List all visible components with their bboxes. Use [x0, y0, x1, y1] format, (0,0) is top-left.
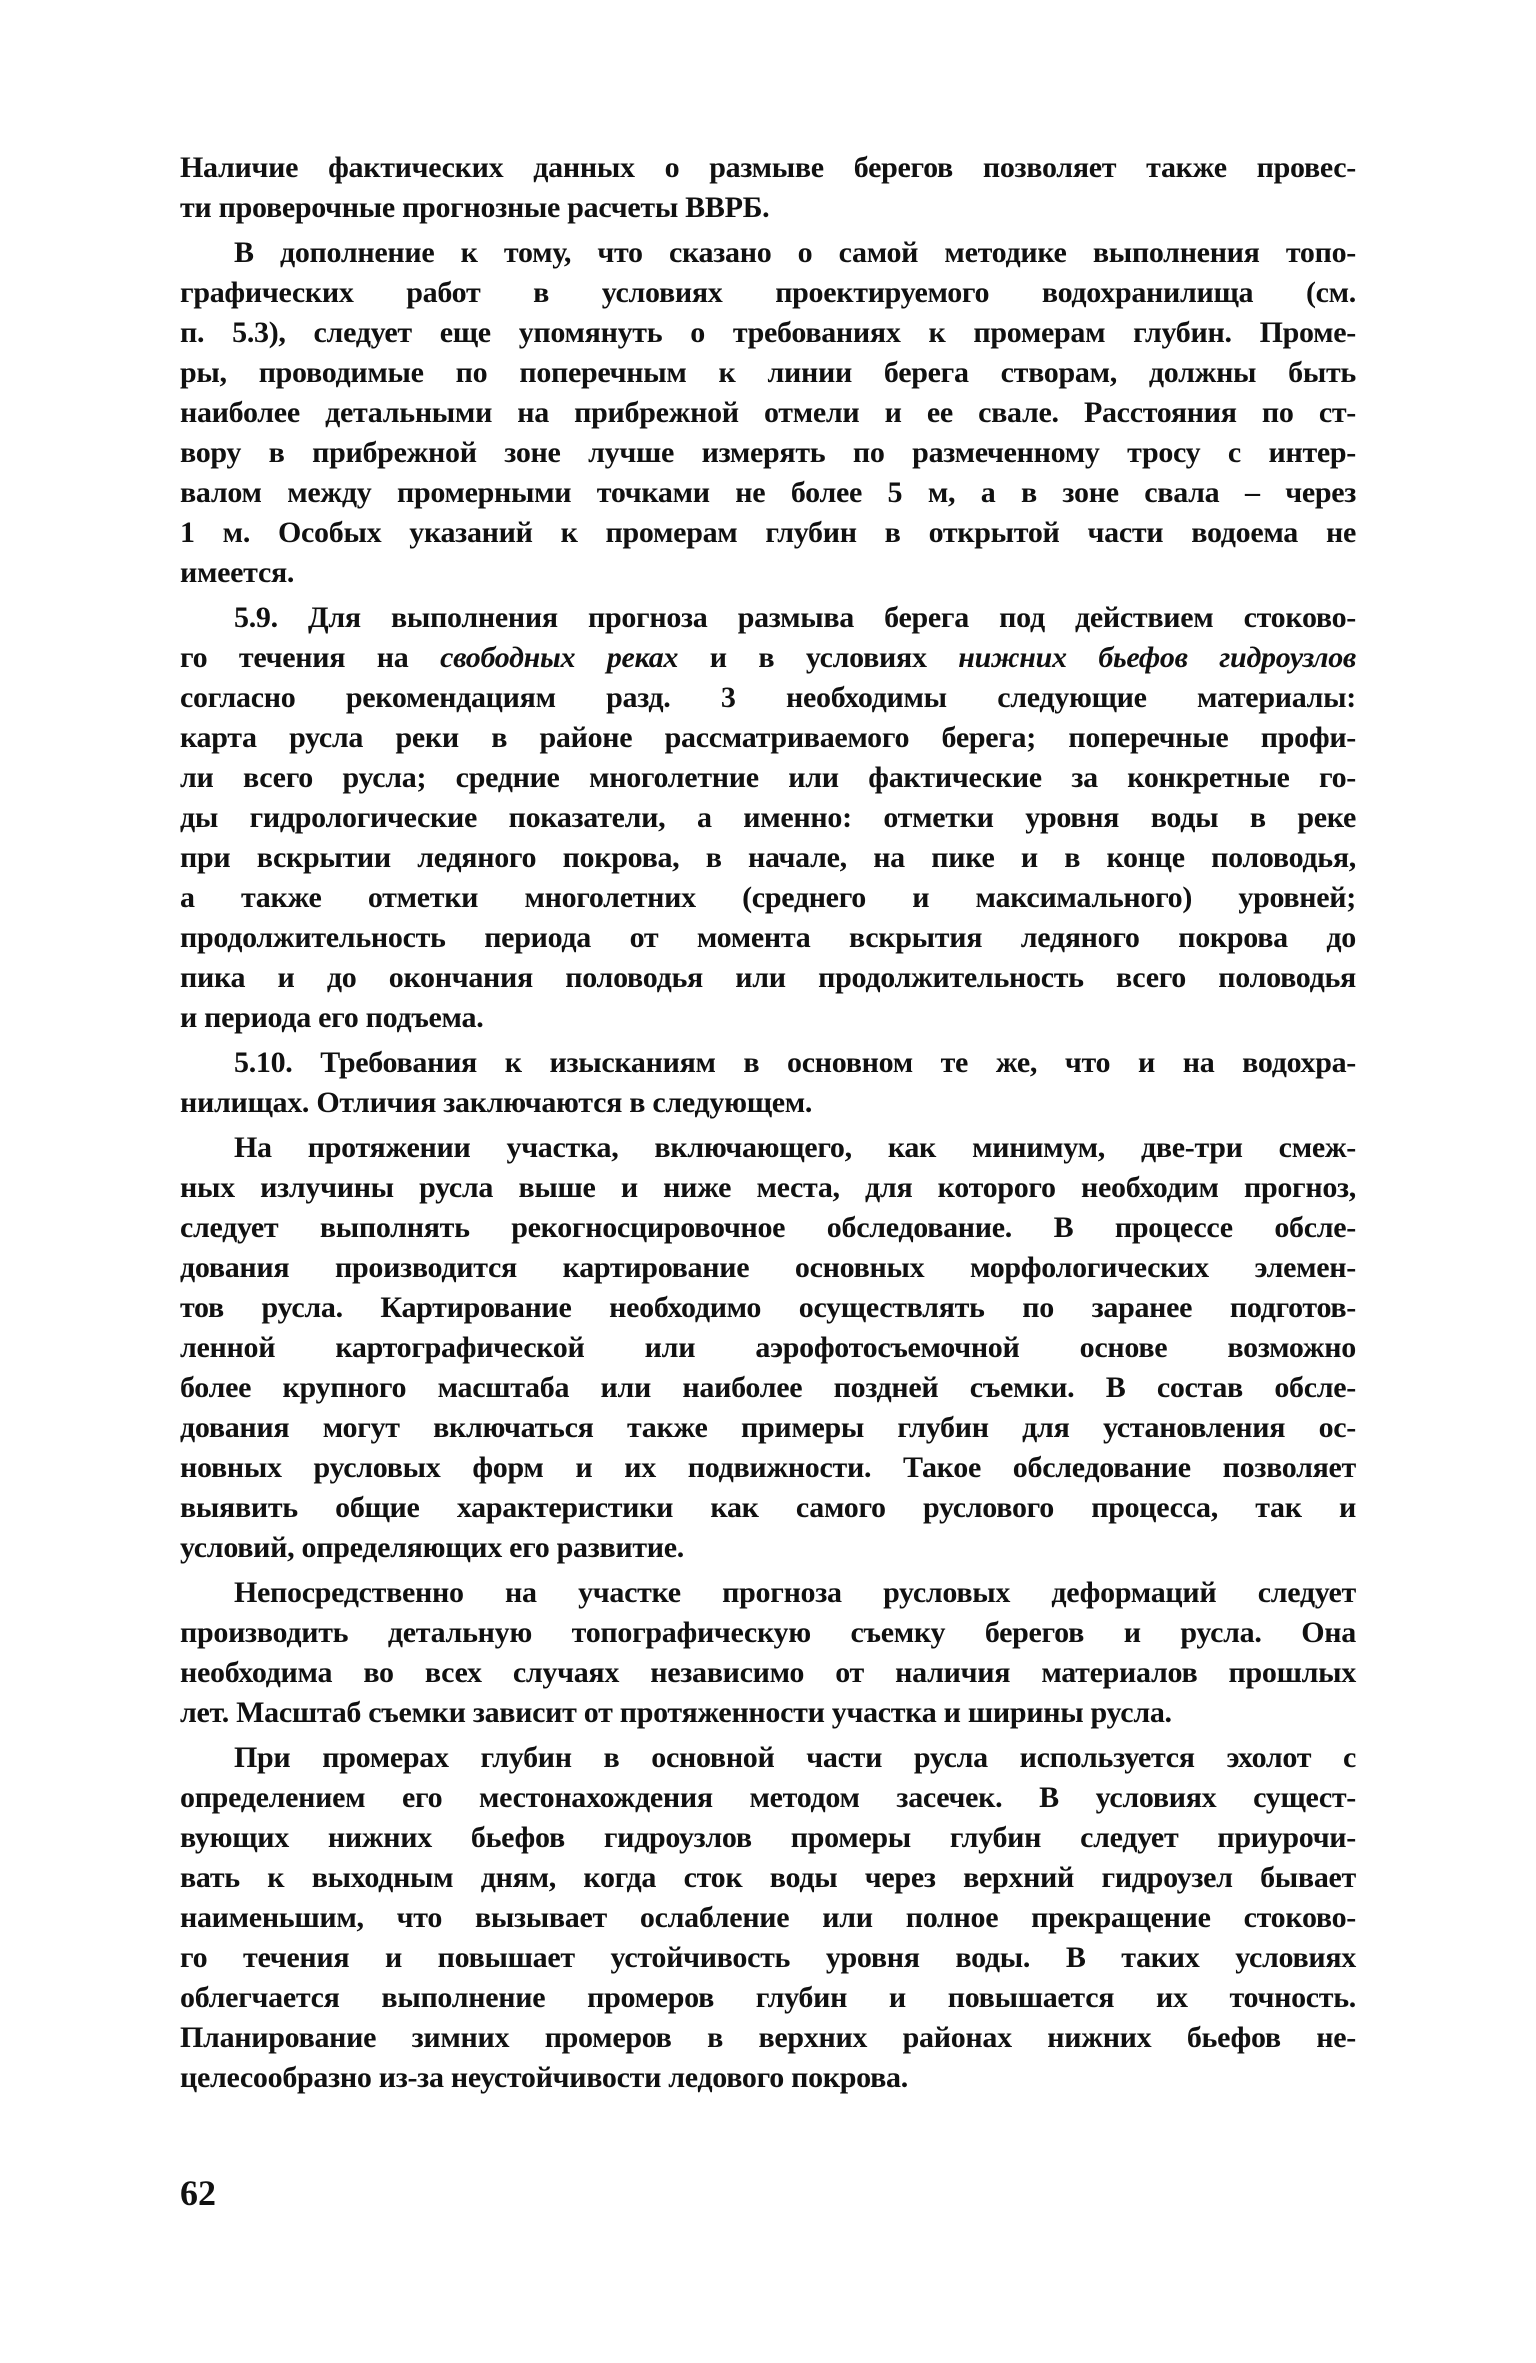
text-line: согласно рекомендациям разд. 3 необходимы следующие материалы:	[180, 681, 1356, 714]
text-line: ти проверочные прогнозные расчеты ВВРБ.	[180, 191, 770, 224]
paragraph	[180, 598, 1356, 1038]
text-line: го течения на свободных реках и в условиях нижних бьефов гидроузлов	[180, 641, 1357, 674]
text-line: При промерах глубин в основной части русла используется эхолот с	[234, 1741, 1356, 1774]
paragraph	[180, 1573, 1356, 1733]
text-line: облегчается выполнение промеров глубин и повышается их точность.	[180, 1981, 1356, 2014]
text-line: Непосредственно на участке прогноза русловых деформаций следует	[234, 1576, 1356, 1609]
text-line: необходима во всех случаях независимо от наличия материалов прошлых	[180, 1656, 1356, 1689]
text-line: Наличие фактических данных о размыве берегов позволяет также провес-	[180, 151, 1356, 184]
text-line: условий, определяющих его развитие.	[180, 1531, 684, 1564]
text-line: наименьшим, что вызывает ослабление или полное прекращение стоково-	[180, 1901, 1356, 1934]
text-line: карта русла реки в районе рассматриваемого берега; поперечные профи-	[180, 721, 1356, 754]
page-body	[180, 148, 1356, 2103]
text-line: нилищах. Отличия заключаются в следующем.	[180, 1086, 813, 1119]
text-line: ных излучины русла выше и ниже места, для которого необходим прогноз,	[180, 1171, 1356, 1204]
text-line: В дополнение к тому, что сказано о самой методике выполнения топо-	[234, 236, 1356, 269]
text-line: а также отметки многолетних (среднего и максимального) уровней;	[180, 881, 1356, 914]
text-line: имеется.	[180, 556, 295, 589]
text-line: вать к выходным дням, когда сток воды через верхний гидроузел бывает	[180, 1861, 1356, 1894]
text-line: Планирование зимних промеров в верхних районах нижних бьефов не-	[180, 2021, 1356, 2054]
text-line: ры, проводимые по поперечным к линии берега створам, должны быть	[180, 356, 1356, 389]
text-line: продолжительность периода от момента вскрытия ледяного покрова до	[180, 921, 1356, 954]
page-number: 62	[180, 2173, 216, 2213]
text-line: более крупного масштаба или наиболее поздней съемки. В состав обсле-	[180, 1371, 1356, 1404]
text-line: ды гидрологические показатели, а именно: отметки уровня воды в реке	[180, 801, 1356, 834]
text-line: наиболее детальными на прибрежной отмели и ее свале. Расстояния по ст-	[180, 396, 1356, 429]
text-line: вующих нижних бьефов гидроузлов промеры глубин следует приурочи-	[180, 1821, 1356, 1854]
text-line: 5.10. Требования к изысканиям в основном те же, что и на водохра-	[234, 1046, 1356, 1079]
text-line: производить детальную топографическую съемку берегов и русла. Она	[180, 1616, 1356, 1649]
text-line: ленной картографической или аэрофотосъемочной основе возможно	[180, 1331, 1356, 1364]
text-line: определением его местонахождения методом засечек. В условиях сущест-	[180, 1781, 1356, 1814]
text-line: дования производится картирование основных морфологических элемен-	[180, 1251, 1356, 1284]
text-line: следует выполнять рекогносцировочное обследование. В процессе обсле-	[180, 1211, 1356, 1244]
text-line: выявить общие характеристики как самого руслового процесса, так и	[180, 1491, 1356, 1524]
paragraph	[180, 148, 1356, 228]
paragraph	[180, 1128, 1356, 1568]
paragraph	[180, 1738, 1356, 2098]
text-line: 1 м. Особых указаний к промерам глубин в открытой части водоема не	[180, 516, 1356, 549]
paragraph	[180, 1043, 1356, 1123]
text-line: п. 5.3), следует еще упомянуть о требованиях к промерам глубин. Проме-	[180, 316, 1356, 349]
text-line: 5.9. Для выполнения прогноза размыва берега под действием стоково-	[234, 601, 1356, 634]
text-line: и периода его подъема.	[180, 1001, 484, 1034]
text-line: новных русловых форм и их подвижности. Такое обследование позволяет	[180, 1451, 1356, 1484]
text-line: лет. Масштаб съемки зависит от протяженности участка и ширины русла.	[180, 1696, 1172, 1729]
text-line: валом между промерными точками не более 5 м, а в зоне свала – через	[180, 476, 1356, 509]
text-line: го течения и повышает устойчивость уровня воды. В таких условиях	[180, 1941, 1356, 1974]
text-line: На протяжении участка, включающего, как минимум, две-три смеж-	[234, 1131, 1356, 1164]
text-line: при вскрытии ледяного покрова, в начале, на пике и в конце половодья,	[180, 841, 1356, 874]
text-line: графических работ в условиях проектируемого водохранилища (см.	[180, 276, 1356, 309]
text-line: дования могут включаться также примеры глубин для установления ос-	[180, 1411, 1356, 1444]
text-line: целесообразно из-за неустойчивости ледового покрова.	[180, 2061, 908, 2094]
text-line: пика и до окончания половодья или продолжительность всего половодья	[180, 961, 1356, 994]
text-line: тов русла. Картирование необходимо осуществлять по заранее подготов-	[180, 1291, 1356, 1324]
paragraph	[180, 233, 1356, 593]
text-line: вору в прибрежной зоне лучше измерять по размеченному тросу с интер-	[180, 436, 1356, 469]
text-line: ли всего русла; средние многолетние или фактические за конкретные го-	[180, 761, 1356, 794]
